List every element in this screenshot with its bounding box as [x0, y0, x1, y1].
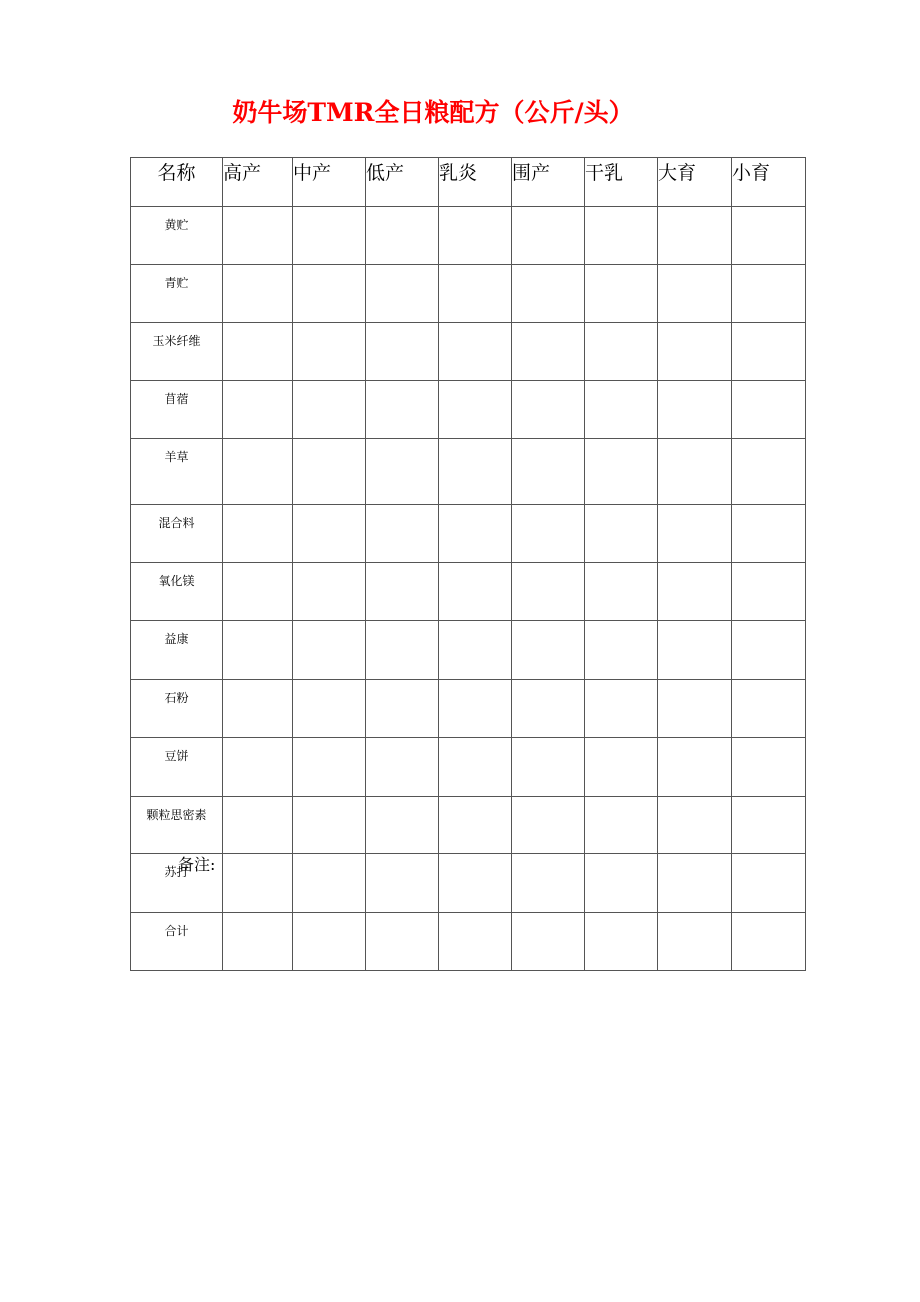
value-cell[interactable] — [658, 913, 732, 971]
value-cell[interactable] — [366, 323, 439, 381]
table-row — [131, 621, 806, 680]
value-cell[interactable] — [223, 797, 293, 854]
value-cell[interactable] — [512, 913, 585, 971]
value-cell[interactable] — [585, 738, 658, 797]
value-cell[interactable] — [439, 381, 512, 439]
value-cell[interactable] — [293, 207, 366, 265]
value-cell[interactable] — [512, 323, 585, 381]
row-name-cell: 豆饼 — [131, 738, 223, 797]
column-header-mid-yield: 中产 — [293, 158, 366, 207]
table-row — [131, 680, 806, 738]
value-cell[interactable] — [585, 265, 658, 323]
value-cell[interactable] — [293, 621, 366, 680]
value-cell[interactable] — [223, 563, 293, 621]
value-cell[interactable] — [439, 680, 512, 738]
value-cell[interactable] — [366, 913, 439, 971]
value-cell[interactable] — [585, 439, 658, 505]
value-cell[interactable] — [658, 207, 732, 265]
value-cell[interactable] — [658, 505, 732, 563]
value-cell[interactable] — [732, 207, 806, 265]
value-cell[interactable] — [223, 207, 293, 265]
value-cell[interactable] — [223, 381, 293, 439]
feed-formula-table — [130, 157, 806, 971]
page-title: 奶牛场TMR全日粮配方（公斤/头） — [232, 98, 634, 127]
value-cell[interactable] — [293, 505, 366, 563]
value-cell[interactable] — [658, 381, 732, 439]
table-row — [131, 207, 806, 265]
value-cell[interactable] — [585, 680, 658, 738]
row-name-cell: 苜蓿 — [131, 381, 223, 439]
column-header-transition: 围产 — [512, 158, 585, 207]
value-cell[interactable] — [512, 505, 585, 563]
value-cell[interactable] — [732, 323, 806, 381]
value-cell[interactable] — [585, 913, 658, 971]
table-row — [131, 381, 806, 439]
table-row — [131, 797, 806, 854]
table-row — [131, 738, 806, 797]
value-cell[interactable] — [585, 797, 658, 854]
column-header-low-yield: 低产 — [366, 158, 439, 207]
value-cell[interactable] — [658, 621, 732, 680]
header-row — [131, 158, 806, 207]
value-cell[interactable] — [223, 265, 293, 323]
table-row — [131, 323, 806, 381]
row-name-cell: 氧化镁 — [131, 563, 223, 621]
row-name-cell: 益康 — [131, 621, 223, 680]
value-cell[interactable] — [223, 738, 293, 797]
column-header-small-heifer: 小育 — [732, 158, 806, 207]
row-name-cell: 颗粒思密素 — [131, 797, 223, 854]
value-cell[interactable] — [293, 680, 366, 738]
row-name-cell: 石粉 — [131, 680, 223, 738]
row-name-cell: 黄贮 — [131, 207, 223, 265]
value-cell[interactable] — [223, 505, 293, 563]
value-cell[interactable] — [658, 738, 732, 797]
value-cell[interactable] — [658, 854, 732, 913]
value-cell[interactable] — [223, 621, 293, 680]
value-cell[interactable] — [585, 563, 658, 621]
value-cell[interactable] — [512, 854, 585, 913]
value-cell[interactable] — [658, 797, 732, 854]
row-name-cell: 苏打 — [131, 854, 223, 913]
value-cell[interactable] — [293, 323, 366, 381]
value-cell[interactable] — [512, 563, 585, 621]
value-cell[interactable] — [439, 439, 512, 505]
value-cell[interactable] — [366, 381, 439, 439]
value-cell[interactable] — [439, 797, 512, 854]
value-cell[interactable] — [585, 621, 658, 680]
value-cell[interactable] — [658, 563, 732, 621]
value-cell[interactable] — [366, 563, 439, 621]
value-cell[interactable] — [439, 323, 512, 381]
value-cell[interactable] — [293, 381, 366, 439]
table-row — [131, 505, 806, 563]
value-cell[interactable] — [439, 913, 512, 971]
value-cell[interactable] — [293, 265, 366, 323]
value-cell[interactable] — [439, 563, 512, 621]
value-cell[interactable] — [366, 680, 439, 738]
value-cell[interactable] — [293, 913, 366, 971]
value-cell[interactable] — [366, 738, 439, 797]
value-cell[interactable] — [223, 913, 293, 971]
value-cell[interactable] — [585, 207, 658, 265]
table-row — [131, 439, 806, 505]
column-header-dry: 干乳 — [585, 158, 658, 207]
value-cell[interactable] — [293, 563, 366, 621]
value-cell[interactable] — [293, 797, 366, 854]
table-row — [131, 563, 806, 621]
value-cell[interactable] — [658, 439, 732, 505]
value-cell[interactable] — [732, 913, 806, 971]
value-cell[interactable] — [439, 207, 512, 265]
row-name-cell: 羊草 — [131, 439, 223, 505]
value-cell[interactable] — [512, 797, 585, 854]
row-name-cell: 玉米纤维 — [131, 323, 223, 381]
value-cell[interactable] — [732, 680, 806, 738]
value-cell[interactable] — [732, 439, 806, 505]
value-cell[interactable] — [366, 505, 439, 563]
column-header-high-yield: 高产 — [223, 158, 293, 207]
value-cell[interactable] — [223, 439, 293, 505]
value-cell[interactable] — [585, 505, 658, 563]
value-cell[interactable] — [658, 680, 732, 738]
value-cell[interactable] — [366, 265, 439, 323]
value-cell[interactable] — [732, 563, 806, 621]
value-cell[interactable] — [366, 621, 439, 680]
value-cell[interactable] — [366, 207, 439, 265]
value-cell[interactable] — [439, 265, 512, 323]
value-cell[interactable] — [293, 854, 366, 913]
value-cell[interactable] — [585, 381, 658, 439]
value-cell[interactable] — [732, 738, 806, 797]
value-cell[interactable] — [293, 738, 366, 797]
value-cell[interactable] — [439, 621, 512, 680]
row-name-cell: 混合料 — [131, 505, 223, 563]
table-row — [131, 265, 806, 323]
value-cell[interactable] — [223, 323, 293, 381]
value-cell[interactable] — [585, 854, 658, 913]
value-cell[interactable] — [732, 621, 806, 680]
value-cell[interactable] — [366, 439, 439, 505]
value-cell[interactable] — [439, 505, 512, 563]
value-cell[interactable] — [512, 381, 585, 439]
value-cell[interactable] — [732, 854, 806, 913]
value-cell[interactable] — [732, 505, 806, 563]
value-cell[interactable] — [223, 854, 293, 913]
value-cell[interactable] — [439, 854, 512, 913]
value-cell[interactable] — [512, 439, 585, 505]
value-cell[interactable] — [658, 265, 732, 323]
column-header-large-heifer: 大育 — [658, 158, 732, 207]
value-cell[interactable] — [439, 738, 512, 797]
value-cell[interactable] — [732, 381, 806, 439]
value-cell[interactable] — [223, 680, 293, 738]
value-cell[interactable] — [512, 621, 585, 680]
row-name-cell: 青贮 — [131, 265, 223, 323]
column-header-mastitis: 乳炎 — [439, 158, 512, 207]
row-name-cell: 合计 — [131, 913, 223, 971]
value-cell[interactable] — [732, 265, 806, 323]
value-cell[interactable] — [512, 265, 585, 323]
value-cell[interactable] — [293, 439, 366, 505]
value-cell[interactable] — [732, 797, 806, 854]
value-cell[interactable] — [658, 323, 732, 381]
value-cell[interactable] — [512, 207, 585, 265]
value-cell[interactable] — [585, 323, 658, 381]
table-row — [131, 913, 806, 971]
remarks-label: 备注: — [178, 855, 216, 874]
value-cell[interactable] — [366, 854, 439, 913]
table-row — [131, 854, 806, 913]
value-cell[interactable] — [366, 797, 439, 854]
column-header-name: 名称 — [131, 158, 223, 207]
value-cell[interactable] — [512, 738, 585, 797]
value-cell[interactable] — [512, 680, 585, 738]
